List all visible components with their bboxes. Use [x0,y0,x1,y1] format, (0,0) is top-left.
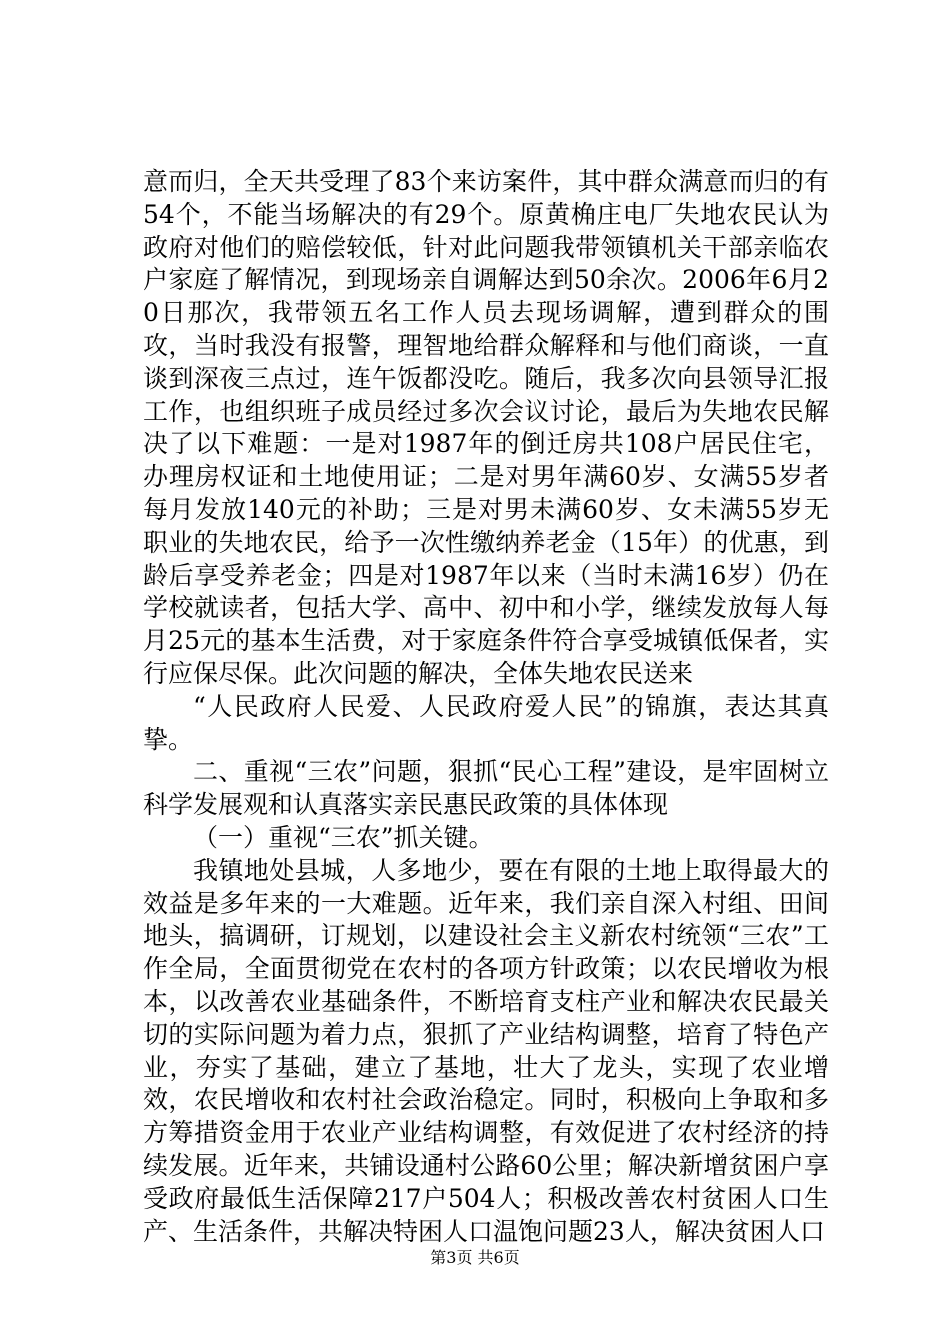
document-body [143,166,829,1248]
subsection-heading-key: （一）重视“三农”抓关键。 [193,822,494,852]
page-footer: 第3页 共6页 [430,1248,520,1267]
section-heading-sannong: 二、重视“三农”问题，狠抓“民心工程”建设，是牢固树立科学发展观和认真落实亲民惠民政策的具体体现 [143,757,829,820]
paragraph-petition-cases: 意而归，全天共受理了83个来访案件，其中群众满意而归的有54个，不能当场解决的有29个。原黄桷庄电厂失地农民认为政府对他们的赔偿较低，针对此问题我带领镇机关干部亲临农户家庭了解情况，到现场亲自调解达到50余次。2006年6月20日那次，我带领五名工作人员去现场调解，遭到群众的围攻，当时我没有报警，理智地给群众解释和与他们商谈，一直谈到深夜三点过，连午饭都没吃。随后，我多次向县领导汇报工作，也组织班子成员经过多次会议讨论，最后为失地农民解决了以下难题：一是对1987年的倒迁房共108户居民住宅，办理房权证和土地使用证；二是对男年满60岁、女满55岁者每月发放140元的补助；三是对男未满60岁、女未满55岁无职业的失地农民，给予一次性缴纳养老金（15年）的优惠，到龄后享受养老金；四是对1987年以来（当时未满16岁）仍在学校就读者，包括大学、高中、初中和小学，继续发放每人每月25元的基本生活费，对于家庭条件符合享受城镇低保者，实行应保尽保。此次问题的解决，全体失地农民送来 [143,167,829,688]
paragraph-banner: “人民政府人民爱、人民政府爱人民”的锦旗，表达其真挚。 [143,691,829,754]
paragraph-rural-development: 我镇地处县城，人多地少，要在有限的土地上取得最大的效益是多年来的一大难题。近年来，我们亲自深入村组、田间地头，搞调研，订规划，以建设社会主义新农村统领“三农”工作全局，全面贯彻党在农村的各项方针政策；以农民增收为根本，以改善农业基础条件，不断培育支柱产业和解决农民最关切的实际问题为着力点，狠抓了产业结构调整，培育了特色产业，夯实了基础，建立了基地，壮大了龙头，实现了农业增效，农民增收和农村社会政治稳定。同时，积极向上争取和多方筹措资金用于农业产业结构调整，有效促进了农村经济的持续发展。近年来，共铺设通村公路60公里；解决新增贫困户享受政府最低生活保障217户504人；积极改善农村贫困人口生产、生活条件，共解决特困人口温饱问题23人，解决贫困人口 [143,855,829,1246]
